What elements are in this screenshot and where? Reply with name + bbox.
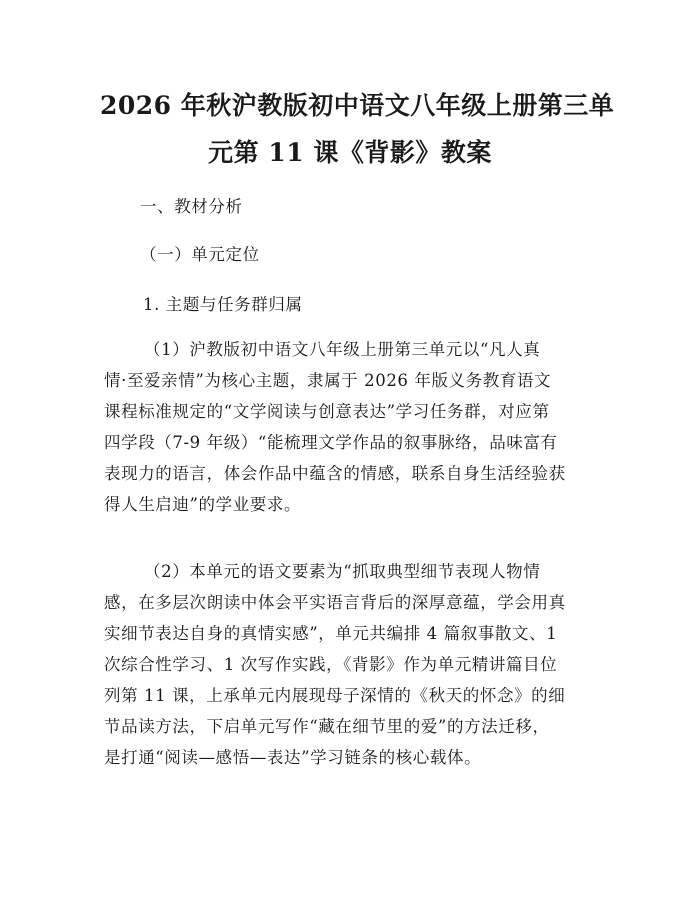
topic-heading: 1. 主题与任务群归属 — [143, 295, 303, 314]
subsection-heading: （一）单元定位 — [140, 245, 260, 264]
paragraph-2-line: 节品读方法，下启单元写作“藏在细节里的爱”的方法迁移， — [104, 717, 550, 736]
document-title-line-2: 元第 11 课《背影》教案 — [208, 138, 492, 167]
paragraph-2-line: 实细节表达自身的真情实感”，单元共编排 4 篇叙事散文、1 — [104, 624, 558, 643]
paragraph-2-line: 感，在多层次朗读中体会平实语言背后的深厚意蕴，学会用真 — [104, 593, 566, 612]
paragraph-1 — [104, 334, 600, 520]
section-heading: 一、教材分析 — [140, 197, 243, 216]
paragraph-2-line: 列第 11 课，上承单元内展现母子深情的《秋天的怀念》的细 — [104, 686, 566, 705]
paragraph-1-line: 情·至爱亲情”为核心主题，隶属于 2026 年版义务教育语文 — [104, 371, 552, 390]
paragraph-2-line: 是打通“阅读—感悟—表达”学习链条的核心载体。 — [104, 748, 482, 767]
paragraph-1-line: 表现力的语言，体会作品中蕴含的情感，联系自身生活经验获 — [104, 464, 566, 483]
paragraph-1-line: 四学段（7-9 年级）“能梳理文学作品的叙事脉络，品味富有 — [104, 433, 558, 452]
paragraph-2-line: （2）本单元的语文要素为“抓取典型细节表现人物情 — [144, 562, 541, 581]
paragraph-1-line: 得人生启迪”的学业要求。 — [104, 495, 302, 514]
paragraph-1-line: （1）沪教版初中语文八年级上册第三单元以“凡人真 — [144, 340, 541, 359]
paragraph-1-line: 课程标准规定的“文学阅读与创意表达”学习任务群，对应第 — [104, 402, 550, 421]
paragraph-2-line: 次综合性学习、1 次写作实践，《背影》作为单元精讲篇目位 — [104, 655, 558, 674]
paragraph-2 — [104, 556, 600, 773]
document-title-line-1: 2026 年秋沪教版初中语文八年级上册第三单 — [100, 91, 615, 120]
